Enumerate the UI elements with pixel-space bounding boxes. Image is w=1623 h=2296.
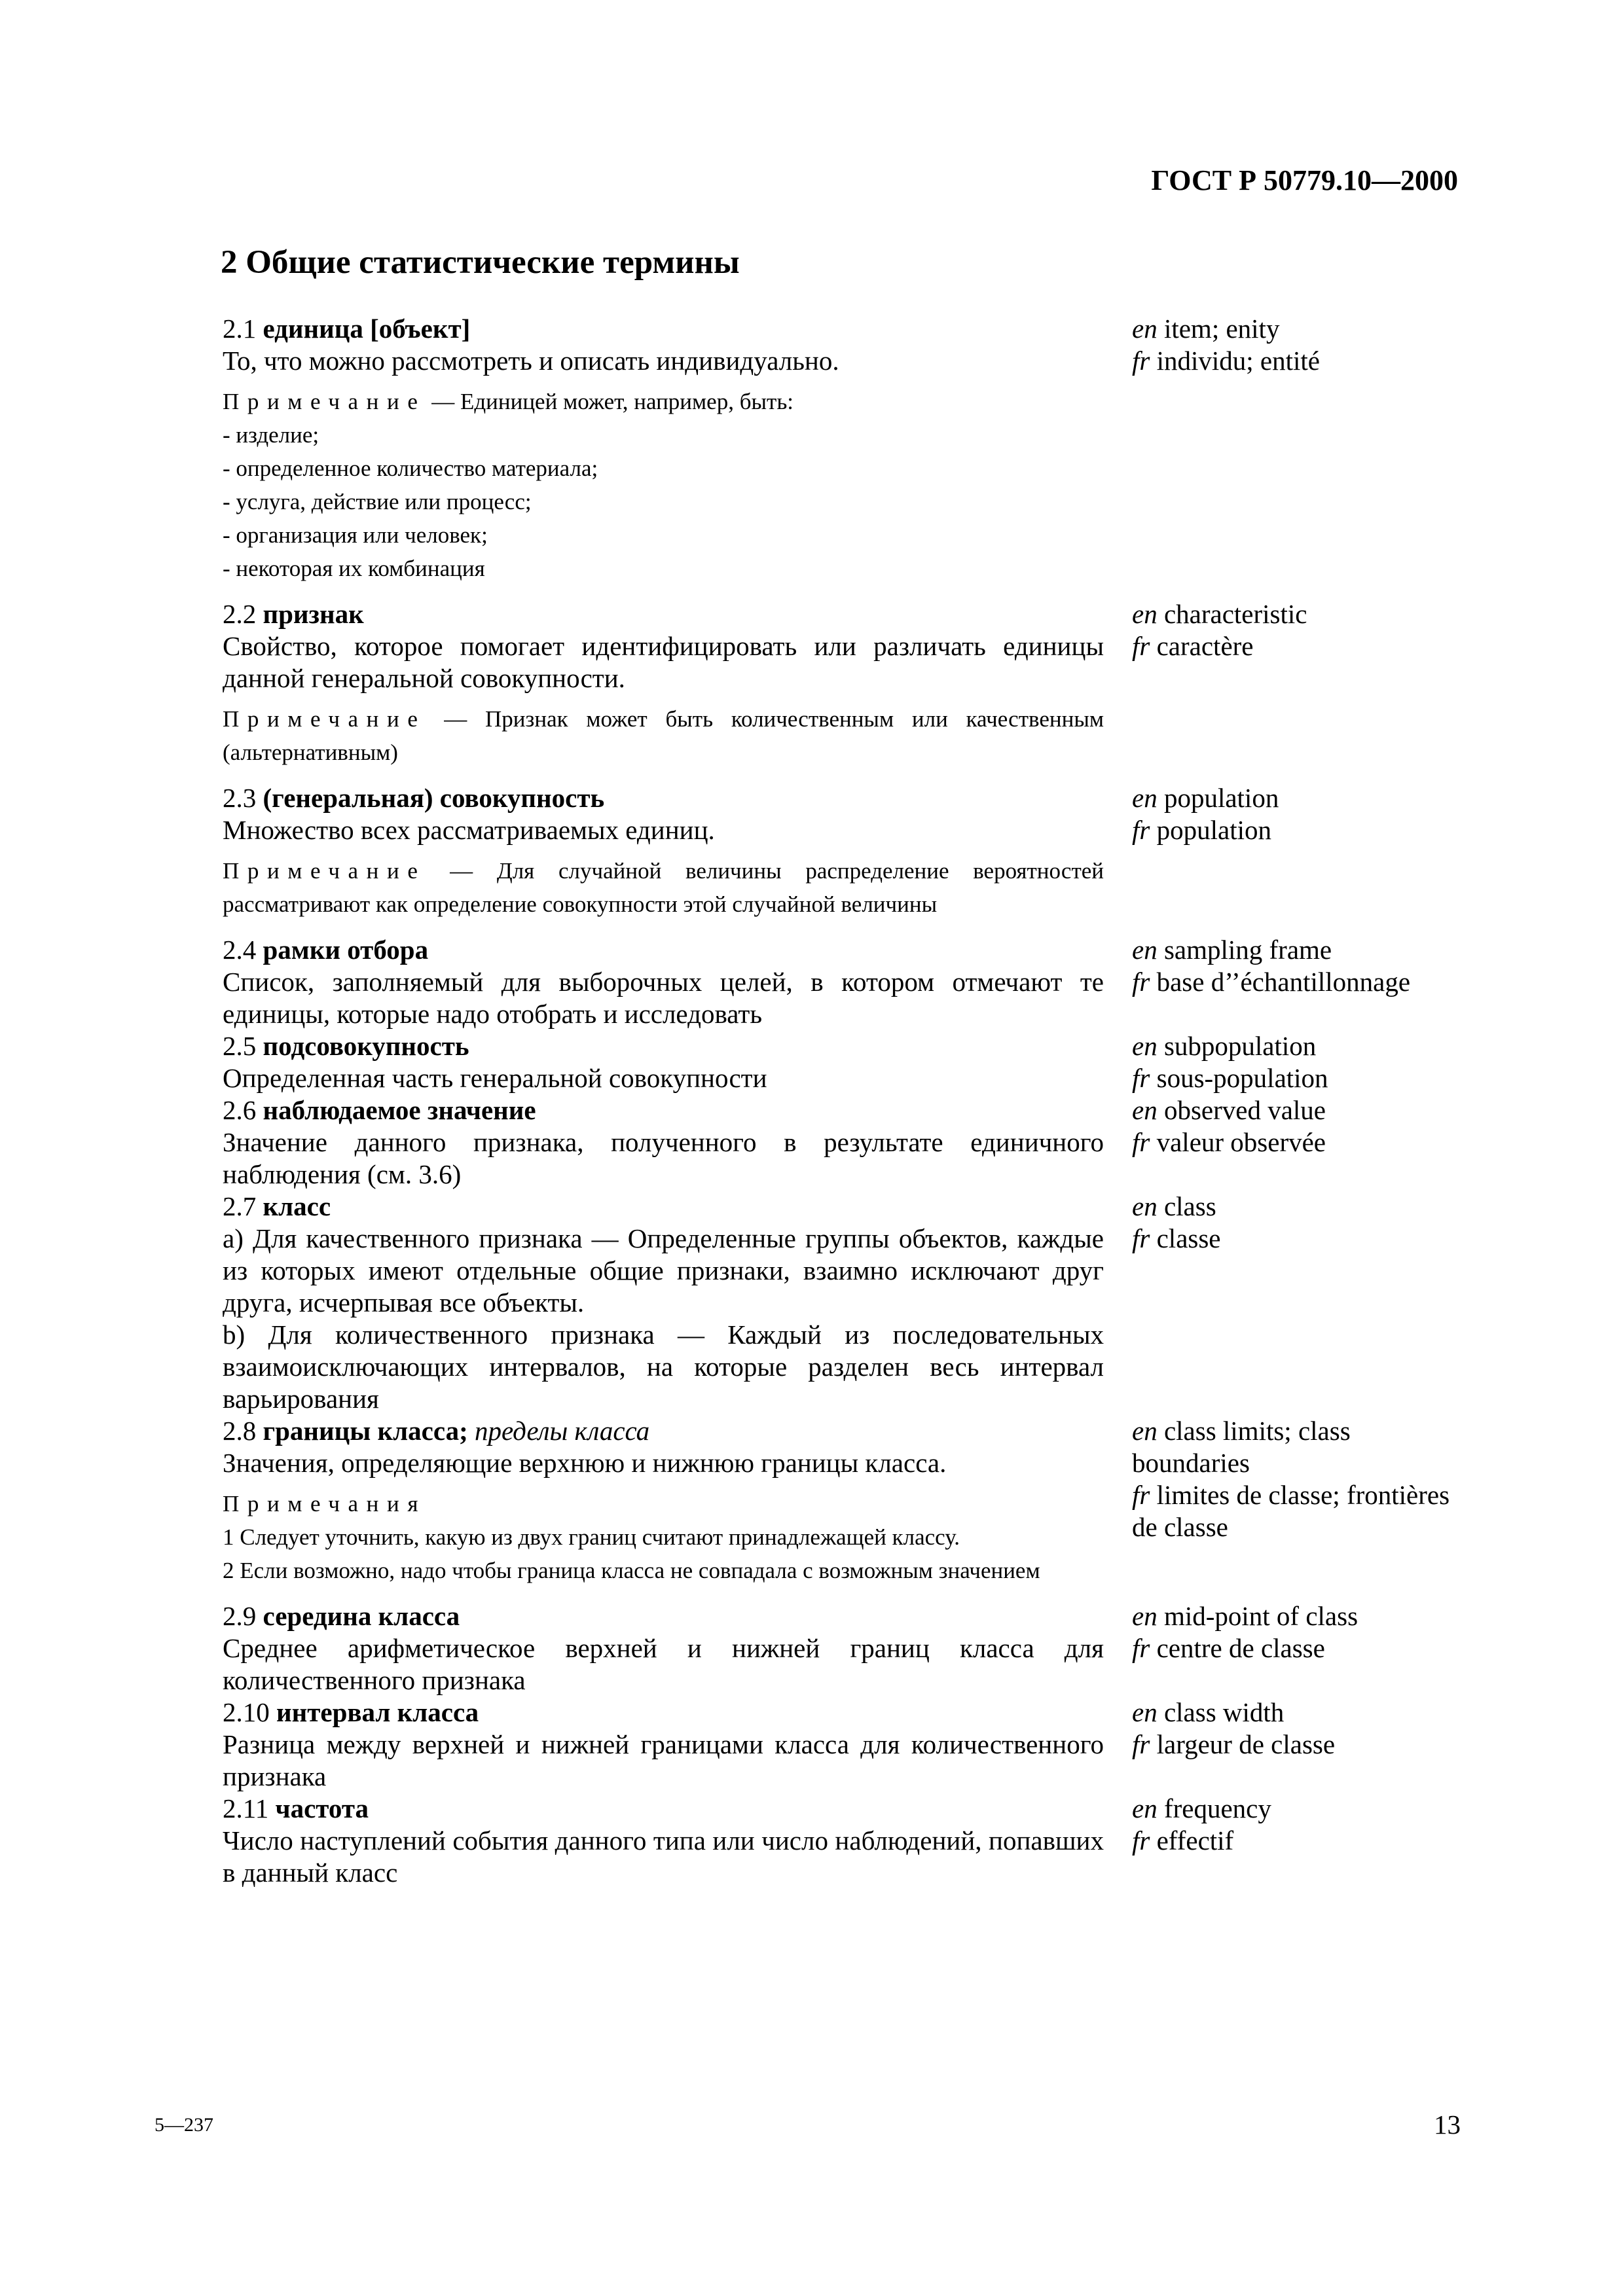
standard-number: ГОСТ Р 50779.10—2000	[1151, 164, 1458, 196]
language-code-en: en	[1132, 935, 1158, 965]
english-equivalent	[1132, 1094, 1472, 1126]
language-code-fr: fr	[1132, 815, 1150, 845]
language-code-fr: fr	[1132, 631, 1150, 661]
term-definition: То, что можно рассмотреть и описать индивидуально.	[223, 346, 839, 376]
note-list-item: - определенное количество материала;	[223, 456, 598, 481]
term-body	[155, 1191, 1104, 1415]
term-heading	[155, 1415, 1104, 1447]
term-name: признак	[263, 599, 364, 629]
term-entry	[155, 1696, 1464, 1793]
language-code-en: en	[1132, 1031, 1158, 1061]
french-equivalent	[1132, 814, 1472, 846]
french-equivalent	[1132, 1062, 1472, 1094]
english-term: frequency	[1157, 1793, 1271, 1823]
note-list-item: - изделие;	[223, 422, 319, 448]
english-term: class	[1157, 1191, 1216, 1221]
print-code: 5—237	[155, 2114, 213, 2136]
term-definition: Среднее арифметическое верхней и нижней границ класса для количественного признака	[223, 1633, 1104, 1695]
term-heading	[155, 934, 1104, 966]
term-note	[155, 854, 1104, 921]
french-term: valeur observée	[1150, 1127, 1326, 1157]
note-text: Для случайной величины распределение вероятностей рассматривают как определение совокупности этой случайной величины	[223, 858, 1104, 917]
term-entry	[155, 313, 1464, 585]
french-equivalent	[1132, 1223, 1472, 1255]
english-equivalent	[1132, 1030, 1472, 1062]
language-code-en: en	[1132, 314, 1158, 344]
english-equivalent	[1132, 1191, 1472, 1223]
french-term: effectif	[1150, 1825, 1234, 1856]
note-dash: —	[426, 389, 460, 414]
term-equivalents	[1132, 1600, 1472, 1664]
french-equivalent	[1132, 1479, 1472, 1543]
french-equivalent	[1132, 630, 1472, 662]
french-equivalent	[1132, 1126, 1472, 1158]
term-body	[155, 782, 1104, 921]
french-term: largeur de classe	[1150, 1729, 1336, 1759]
language-code-en: en	[1132, 1095, 1158, 1125]
english-term: class width	[1157, 1697, 1285, 1727]
term-name: частота	[275, 1793, 369, 1823]
note-list-item: - некоторая их комбинация	[223, 556, 485, 581]
term-body	[155, 1415, 1104, 1587]
term-entry	[155, 1030, 1464, 1094]
french-equivalent	[1132, 966, 1472, 998]
english-term: item; enity	[1157, 314, 1280, 344]
term-name: класс	[263, 1191, 331, 1221]
english-equivalent	[1132, 313, 1472, 345]
term-equivalents	[1132, 1094, 1472, 1158]
notes-label: Примечания	[223, 1491, 427, 1516]
term-equivalents	[1132, 1696, 1472, 1761]
term-definition: Значение данного признака, полученного в результате единичного наблюдения (см. 3.6)	[223, 1127, 1104, 1189]
term-entry	[155, 1191, 1464, 1415]
term-name: рамки отбора	[263, 935, 429, 965]
term-number: 2.6	[223, 1095, 257, 1125]
language-code-en: en	[1132, 1697, 1158, 1727]
term-body	[155, 313, 1104, 585]
term-definition: b) Для количественного признака — Каждый из последовательных взаимоисключающих интервалов, на которые разделен весь интервал варьирования	[223, 1319, 1104, 1414]
language-code-en: en	[1132, 1416, 1158, 1446]
note-label: Примечание	[223, 858, 426, 884]
language-code-en: en	[1132, 1601, 1158, 1631]
term-number: 2.11	[223, 1793, 269, 1823]
section-title: 2 Общие статистические термины	[221, 244, 740, 281]
term-body	[155, 598, 1104, 769]
english-equivalent	[1132, 1793, 1472, 1825]
term-entry	[155, 1094, 1464, 1191]
language-code-fr: fr	[1132, 1063, 1150, 1093]
terms-list	[155, 313, 1464, 1889]
french-equivalent	[1132, 1729, 1472, 1761]
term-equivalents	[1132, 934, 1472, 998]
language-code-en: en	[1132, 599, 1158, 629]
term-equivalents	[1132, 1793, 1472, 1857]
english-term: population	[1157, 783, 1279, 813]
term-note: 1 Следует уточнить, какую из двух границ считают принадлежащей классу.	[223, 1524, 960, 1550]
page-number: 13	[1434, 2109, 1461, 2140]
language-code-fr: fr	[1132, 1633, 1150, 1663]
term-number: 2.1	[223, 314, 257, 344]
term-number: 2.2	[223, 599, 257, 629]
term-entry	[155, 598, 1464, 769]
term-heading	[155, 782, 1104, 814]
term-equivalents	[1132, 598, 1472, 662]
term-heading	[155, 1094, 1104, 1126]
term-number: 2.4	[223, 935, 257, 965]
language-code-fr: fr	[1132, 1223, 1150, 1253]
term-definition: Свойство, которое помогает идентифицировать или различать единицы данной генеральной совокупности.	[223, 631, 1104, 693]
term-body	[155, 1094, 1104, 1191]
note-dash: —	[426, 706, 485, 732]
english-equivalent	[1132, 1415, 1472, 1479]
note-list-item: - услуга, действие или процесс;	[223, 489, 532, 514]
term-equivalents	[1132, 313, 1472, 377]
french-term: individu; entité	[1150, 346, 1320, 376]
term-name: (генеральная) совокупность	[263, 783, 605, 813]
term-heading	[155, 1030, 1104, 1062]
term-body	[155, 1793, 1104, 1889]
french-equivalent	[1132, 345, 1472, 377]
term-heading	[155, 313, 1104, 345]
term-entry	[155, 1793, 1464, 1889]
french-term: limites de classe; frontières de classe	[1132, 1480, 1450, 1542]
term-body	[155, 934, 1104, 1030]
term-number: 2.5	[223, 1031, 257, 1061]
term-name: единица [объект]	[263, 314, 471, 344]
term-definition: Число наступлений события данного типа или число наблюдений, попавших в данный класс	[223, 1825, 1104, 1888]
note-text: Единицей может, например, быть:	[460, 389, 794, 414]
term-equivalents	[1132, 1415, 1472, 1543]
term-definition: a) Для качественного признака — Определенные группы объектов, каждые из которых имеют отдельные общие признаки, взаимно исключают друг друга, исчерпывая все объекты.	[223, 1223, 1104, 1318]
term-definition: Разница между верхней и нижней границами класса для количественного признака	[223, 1729, 1104, 1791]
term-body	[155, 1696, 1104, 1793]
english-term: subpopulation	[1157, 1031, 1317, 1061]
term-name: середина класса	[263, 1601, 460, 1631]
french-equivalent	[1132, 1632, 1472, 1664]
language-code-fr: fr	[1132, 967, 1150, 997]
english-term: observed value	[1157, 1095, 1326, 1125]
english-equivalent	[1132, 1696, 1472, 1729]
french-term: classe	[1150, 1223, 1221, 1253]
english-equivalent	[1132, 934, 1472, 966]
language-code-en: en	[1132, 1191, 1158, 1221]
term-number: 2.10	[223, 1697, 270, 1727]
term-equivalents	[1132, 782, 1472, 846]
note-list-item: - организация или человек;	[223, 522, 488, 548]
term-number: 2.3	[223, 783, 257, 813]
term-heading	[155, 1696, 1104, 1729]
term-note: 2 Если возможно, надо чтобы граница класса не совпадала с возможным значением	[223, 1558, 1040, 1583]
term-entry	[155, 934, 1464, 1030]
english-term: mid-point of class	[1157, 1601, 1359, 1631]
term-equivalents	[1132, 1191, 1472, 1255]
term-equivalents	[1132, 1030, 1472, 1094]
term-synonym: пределы класса	[474, 1416, 650, 1446]
note-dash: —	[426, 858, 497, 884]
term-entry	[155, 782, 1464, 921]
term-name: интервал класса	[276, 1697, 479, 1727]
language-code-fr: fr	[1132, 1480, 1150, 1510]
term-definition: Список, заполняемый для выборочных целей, в котором отмечают те единицы, которые надо отобрать и исследовать	[223, 967, 1104, 1029]
french-term: centre de classe	[1150, 1633, 1325, 1663]
term-name: подсовокупность	[263, 1031, 469, 1061]
term-body	[155, 1600, 1104, 1696]
term-definition: Определенная часть генеральной совокупности	[223, 1063, 767, 1093]
term-number: 2.8	[223, 1416, 257, 1446]
term-definition: Множество всех рассматриваемых единиц.	[223, 815, 715, 845]
french-term: base d’’échantillonnage	[1150, 967, 1411, 997]
language-code-en: en	[1132, 1793, 1158, 1823]
term-number: 2.7	[223, 1191, 257, 1221]
term-note	[155, 385, 1104, 418]
term-entry	[155, 1600, 1464, 1696]
french-term: sous-population	[1150, 1063, 1328, 1093]
language-code-en: en	[1132, 783, 1158, 813]
note-text: Признак может быть количественным или качественным (альтернативным)	[223, 706, 1104, 765]
note-label: Примечание	[223, 389, 426, 414]
english-term: sampling frame	[1157, 935, 1332, 965]
english-term: characteristic	[1157, 599, 1307, 629]
term-heading	[155, 1793, 1104, 1825]
term-heading	[155, 1600, 1104, 1632]
language-code-fr: fr	[1132, 346, 1150, 376]
language-code-fr: fr	[1132, 1825, 1150, 1856]
term-number: 2.9	[223, 1601, 257, 1631]
term-name: наблюдаемое значение	[263, 1095, 536, 1125]
note-label: Примечание	[223, 706, 426, 732]
french-term: population	[1150, 815, 1271, 845]
term-note	[155, 702, 1104, 769]
term-name: границы класса;	[263, 1416, 468, 1446]
term-entry	[155, 1415, 1464, 1587]
french-term: caractère	[1150, 631, 1254, 661]
language-code-fr: fr	[1132, 1127, 1150, 1157]
term-body	[155, 1030, 1104, 1094]
english-equivalent	[1132, 1600, 1472, 1632]
term-definition: Значения, определяющие верхнюю и нижнюю границы класса.	[223, 1448, 947, 1478]
english-term: class limits; class boundaries	[1132, 1416, 1351, 1478]
english-equivalent	[1132, 782, 1472, 814]
french-equivalent	[1132, 1825, 1472, 1857]
english-equivalent	[1132, 598, 1472, 630]
term-heading	[155, 598, 1104, 630]
term-heading	[155, 1191, 1104, 1223]
language-code-fr: fr	[1132, 1729, 1150, 1759]
